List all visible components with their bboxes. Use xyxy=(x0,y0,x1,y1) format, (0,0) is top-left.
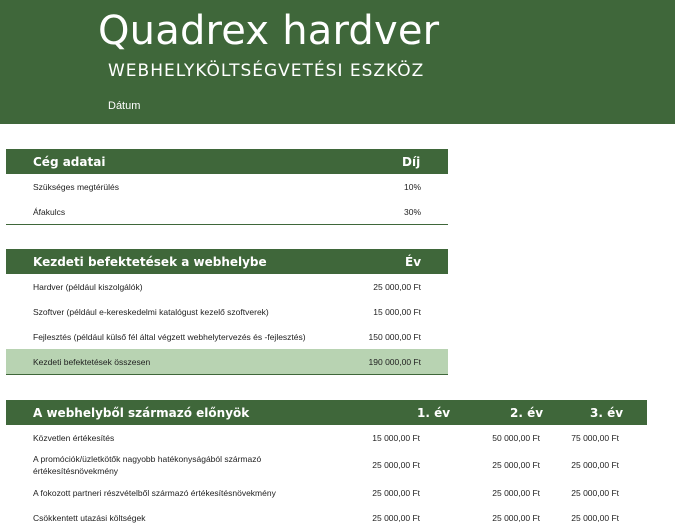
row-value-year1[interactable]: 15 000,00 Ft xyxy=(372,433,420,443)
company-table-header xyxy=(6,149,448,174)
row-value-year1[interactable]: 25 000,00 Ft xyxy=(372,460,420,470)
table-row xyxy=(6,199,448,225)
table-row xyxy=(6,299,448,324)
row-value-year2[interactable]: 25 000,00 Ft xyxy=(492,513,540,523)
year2-column-header[interactable]: 2. év xyxy=(510,406,544,420)
row-value-year2[interactable]: 50 000,00 Ft xyxy=(492,433,540,443)
row-value-year1[interactable]: 25 000,00 Ft xyxy=(372,513,420,523)
row-label[interactable]: Hardver (például kiszolgálók) xyxy=(33,282,143,292)
row-value[interactable]: 25 000,00 Ft xyxy=(373,282,421,292)
table-row xyxy=(6,425,647,450)
benefits-heading[interactable]: A webhelyből származó előnyök xyxy=(33,406,250,420)
benefits-table-header xyxy=(6,400,647,425)
total-row xyxy=(6,349,448,375)
investments-heading[interactable]: Kezdeti befektetések a webhelybe xyxy=(33,255,267,269)
company-heading[interactable]: Cég adatai xyxy=(33,155,106,169)
row-value-year2[interactable]: 25 000,00 Ft xyxy=(492,488,540,498)
row-value-year2[interactable]: 25 000,00 Ft xyxy=(492,460,540,470)
table-row xyxy=(6,450,647,480)
row-value-year3[interactable]: 25 000,00 Ft xyxy=(571,488,619,498)
year1-column-header[interactable]: 1. év xyxy=(417,406,451,420)
total-value[interactable]: 190 000,00 Ft xyxy=(368,357,421,367)
row-label[interactable]: Közvetlen értékesítés xyxy=(33,433,115,443)
page-title: Quadrex hardver xyxy=(98,8,440,54)
date-label[interactable]: Dátum xyxy=(108,100,141,112)
row-value[interactable]: 30% xyxy=(403,207,421,217)
row-label[interactable]: Szükséges megtérülés xyxy=(33,182,119,192)
investments-table xyxy=(6,249,448,375)
row-value[interactable]: 15 000,00 Ft xyxy=(373,307,421,317)
row-label[interactable]: Szoftver (például e-kereskedelmi katalógust kezelő szoftverek) xyxy=(33,307,269,317)
row-label[interactable]: Fejlesztés (például külső fél által végzett webhelytervezés és -fejlesztés) xyxy=(33,332,306,342)
row-value[interactable]: 10% xyxy=(403,182,421,192)
page-subtitle[interactable]: WEBHELYKÖLTSÉGVETÉSI ESZKÖZ xyxy=(108,61,425,81)
table-row xyxy=(6,480,647,505)
fee-column-header[interactable]: Díj xyxy=(402,155,421,169)
header-banner xyxy=(0,0,675,124)
row-label[interactable]: A promóciók/üzletkötők nagyobb hatékonyságából származó értékesítésnövekmény xyxy=(33,454,262,476)
row-value-year3[interactable]: 25 000,00 Ft xyxy=(571,513,619,523)
year-column-header[interactable]: Év xyxy=(405,255,422,269)
row-value[interactable]: 150 000,00 Ft xyxy=(368,332,421,342)
row-label[interactable]: Áfakulcs xyxy=(33,207,66,217)
row-value-year3[interactable]: 25 000,00 Ft xyxy=(571,460,619,470)
table-row xyxy=(6,174,448,199)
benefits-table xyxy=(6,400,647,530)
table-row xyxy=(6,324,448,349)
table-row xyxy=(6,505,647,530)
row-value-year3[interactable]: 75 000,00 Ft xyxy=(571,433,619,443)
total-label[interactable]: Kezdeti befektetések összesen xyxy=(33,357,151,367)
row-label[interactable]: Csökkentett utazási költségek xyxy=(33,513,146,523)
company-table xyxy=(6,149,448,225)
table-row xyxy=(6,274,448,299)
year3-column-header[interactable]: 3. év xyxy=(590,406,624,420)
investments-table-header xyxy=(6,249,448,274)
row-label[interactable]: A fokozott partneri részvételből származó értékesítésnövekmény xyxy=(33,488,276,498)
row-value-year1[interactable]: 25 000,00 Ft xyxy=(372,488,420,498)
